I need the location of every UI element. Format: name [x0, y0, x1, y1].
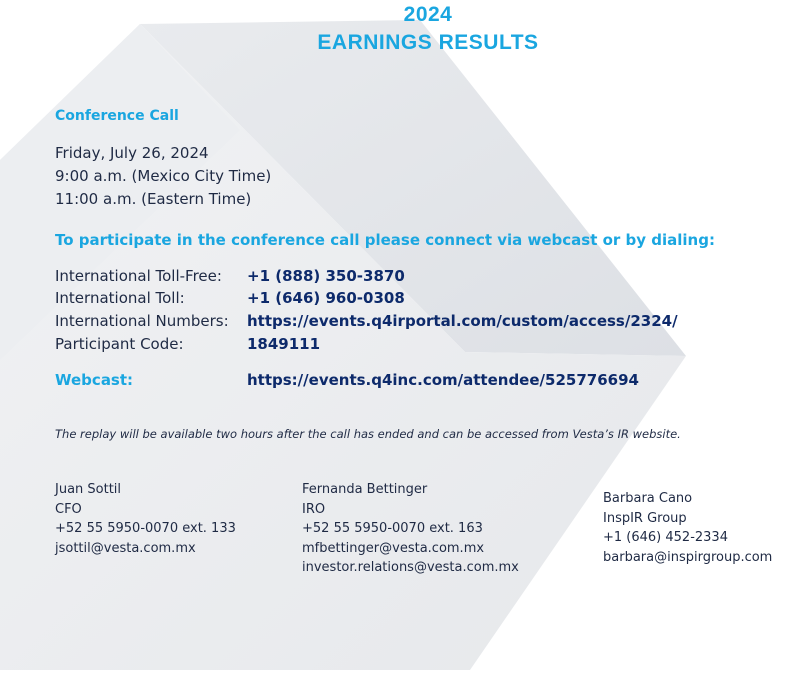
- report-title: EARNINGS RESULTS: [317, 31, 539, 54]
- contact-email[interactable]: barbara@inspirgroup.com: [603, 549, 773, 565]
- dial-in-link-international-numbers[interactable]: https://events.q4irportal.com/custom/access/2324/: [247, 312, 678, 330]
- dial-in-label-international-numbers: International Numbers:: [55, 312, 229, 330]
- participate-heading: To participate in the conference call please connect via webcast or by dialing:: [55, 231, 715, 249]
- contact-phone: +52 55 5950-0070 ext. 163: [302, 521, 483, 536]
- contact-name: Barbara Cano: [603, 491, 693, 506]
- contact-card: [603, 489, 772, 567]
- contact-title: IRO: [302, 501, 326, 517]
- webcast-label: Webcast:: [55, 371, 134, 389]
- conference-date: Friday, July 26, 2024: [55, 144, 209, 162]
- dial-in-value-participant-code: 1849111: [247, 335, 321, 353]
- contact-email-secondary[interactable]: investor.relations@vesta.com.mx: [302, 560, 519, 575]
- conference-time-mexico: 9:00 a.m. (Mexico City Time): [55, 167, 272, 185]
- dial-in-label-participant-code: Participant Code:: [55, 335, 184, 353]
- contact-name: Juan Sottil: [55, 482, 122, 497]
- contact-email[interactable]: mfbettinger@vesta.com.mx: [302, 540, 485, 556]
- dial-in-label-toll-free: International Toll-Free:: [55, 267, 222, 285]
- contact-title: InspIR Group: [603, 510, 687, 526]
- contact-name: Fernanda Bettinger: [302, 482, 428, 497]
- conference-call-heading: Conference Call: [55, 108, 179, 124]
- replay-note: The replay will be available two hours after the call has ended and can be accessed from Vesta’s IR website.: [55, 427, 681, 441]
- contact-phone: +1 (646) 452-2334: [603, 530, 728, 545]
- contact-title: CFO: [55, 501, 82, 517]
- dial-in-value-toll[interactable]: +1 (646) 960-0308: [247, 289, 405, 307]
- dial-in-label-toll: International Toll:: [55, 289, 185, 307]
- contact-phone: +52 55 5950-0070 ext. 133: [55, 521, 236, 536]
- contact-card: [302, 480, 519, 578]
- dial-in-value-toll-free[interactable]: +1 (888) 350-3870: [247, 267, 405, 285]
- conference-time-eastern: 11:00 a.m. (Eastern Time): [55, 190, 252, 208]
- contact-card: [55, 480, 236, 558]
- report-year: 2024: [403, 3, 453, 26]
- webcast-link[interactable]: https://events.q4inc.com/attendee/525776694: [247, 371, 639, 389]
- contact-email[interactable]: jsottil@vesta.com.mx: [55, 540, 196, 556]
